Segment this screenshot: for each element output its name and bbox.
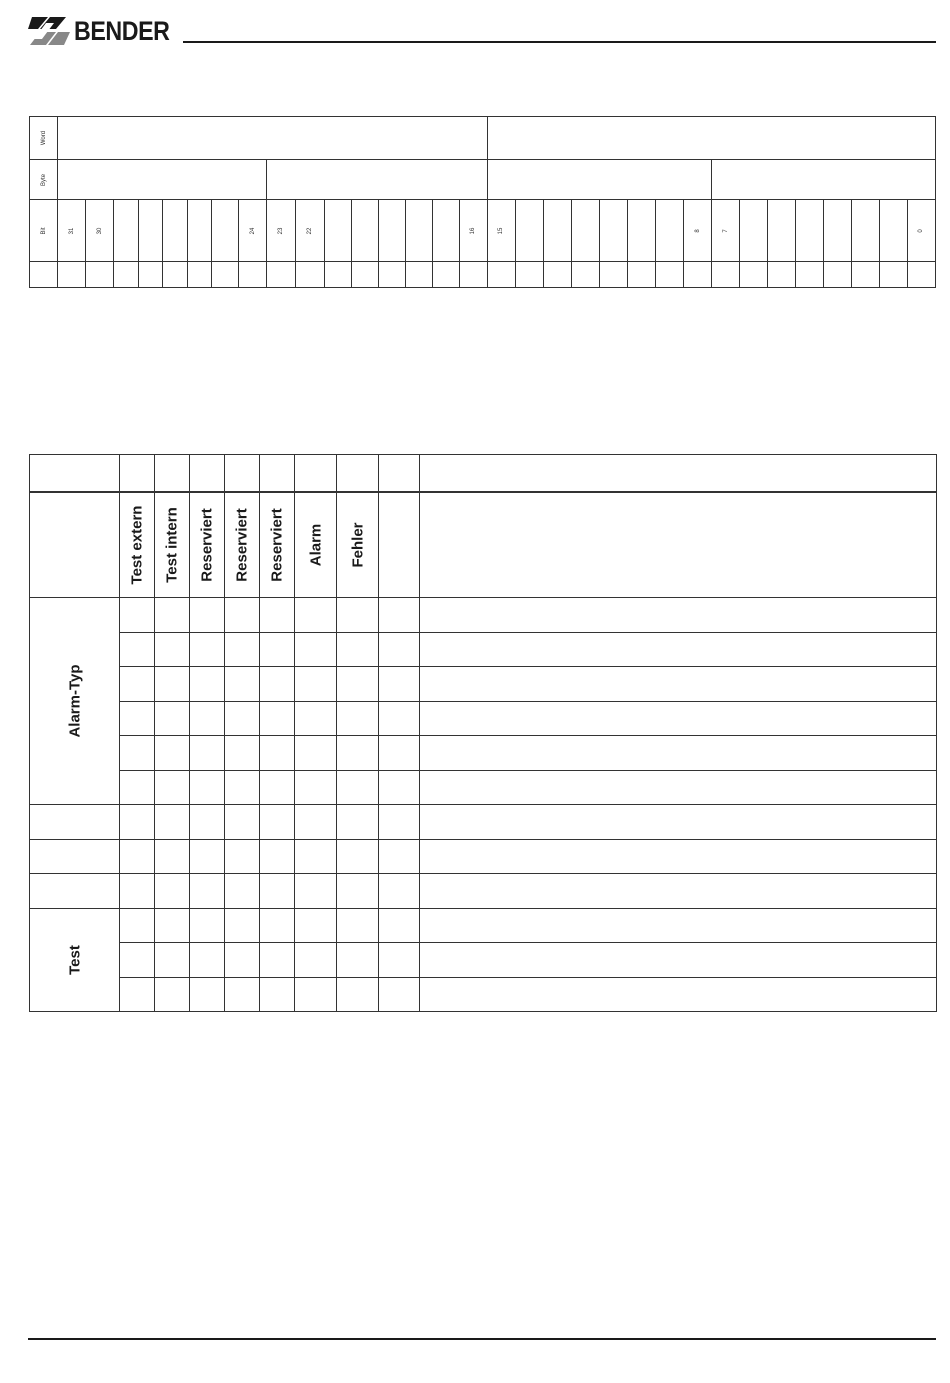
bit-cell — [155, 701, 190, 736]
bit-cell — [324, 200, 351, 262]
bit-cell — [260, 701, 295, 736]
bit-value-cell — [880, 262, 907, 288]
bit-value-cell — [852, 262, 880, 288]
column-header-cell — [379, 492, 420, 598]
byte-label: Byte — [40, 173, 47, 186]
description-cell — [420, 667, 937, 702]
table-cell — [420, 455, 937, 492]
bit-cell — [225, 701, 260, 736]
value-row — [30, 262, 936, 288]
bit-cell — [190, 874, 225, 909]
description-cell — [420, 598, 937, 633]
bit-cell — [120, 701, 155, 736]
bit-value-cell — [324, 262, 351, 288]
bit-value-cell — [86, 262, 114, 288]
column-header-cell — [155, 492, 190, 598]
bit-cell — [379, 874, 420, 909]
bit-cell — [295, 598, 337, 633]
table-row — [30, 736, 937, 771]
bit-cell — [295, 667, 337, 702]
bit-cell — [260, 839, 295, 874]
table-cell — [30, 455, 120, 492]
bit-cell — [120, 805, 155, 840]
bender-logo — [28, 14, 185, 48]
table-row — [30, 977, 937, 1012]
bit-cell — [225, 977, 260, 1012]
column-header: Alarm — [307, 523, 324, 567]
bit-number: 16 — [470, 227, 477, 234]
bit-cell — [225, 667, 260, 702]
table-row — [30, 943, 937, 978]
bit-number: 15 — [498, 227, 505, 234]
bit-cell — [379, 805, 420, 840]
bit-cell — [225, 874, 260, 909]
bit-cell — [295, 908, 337, 943]
bit-cell — [155, 943, 190, 978]
bit-cell — [295, 805, 337, 840]
bit-cell — [543, 200, 571, 262]
column-header-cell — [225, 492, 260, 598]
bit-cell — [337, 805, 379, 840]
bit-cell — [120, 667, 155, 702]
bit-cell — [190, 839, 225, 874]
bit-value-cell — [515, 262, 543, 288]
bit-cell — [225, 943, 260, 978]
description-cell — [420, 839, 937, 874]
bit-cell — [337, 977, 379, 1012]
bit-cell — [139, 200, 163, 262]
byte-cell — [267, 160, 487, 200]
bit-cell — [163, 200, 188, 262]
description-cell — [420, 770, 937, 805]
bit-cell — [225, 736, 260, 771]
bit-label: Bit — [40, 226, 47, 235]
bit-value-cell — [296, 262, 324, 288]
bit-cell — [114, 200, 139, 262]
bit-cell — [296, 200, 324, 262]
column-header: Reserviert — [198, 508, 216, 582]
bit-cell — [260, 977, 295, 1012]
table-cell — [379, 455, 420, 492]
word-label-cell — [30, 117, 58, 160]
bit-value-cell — [600, 262, 628, 288]
bit-value-cell — [907, 262, 935, 288]
bit-cell — [337, 632, 379, 667]
description-cell — [420, 908, 937, 943]
bit-cell — [295, 839, 337, 874]
group-label: Alarm-Typ — [66, 664, 83, 738]
bit-cell — [190, 770, 225, 805]
bit-value-cell — [796, 262, 824, 288]
bit-cell — [824, 200, 852, 262]
bit-value-cell — [459, 262, 487, 288]
group-label-cell — [30, 839, 120, 874]
bit-cell — [337, 736, 379, 771]
bit-cell — [459, 200, 487, 262]
bit-cell — [295, 770, 337, 805]
bit-cell — [600, 200, 628, 262]
bit-cell — [120, 632, 155, 667]
bit-cell — [515, 200, 543, 262]
bit-value-cell — [212, 262, 239, 288]
bit-cell — [260, 736, 295, 771]
bit-cell — [295, 632, 337, 667]
bit-value-cell — [684, 262, 712, 288]
bit-cell — [432, 200, 459, 262]
bit-cell — [295, 943, 337, 978]
bit-label-cell — [30, 200, 58, 262]
column-header-cell — [190, 492, 225, 598]
bit-cell — [337, 839, 379, 874]
bit-cell — [295, 736, 337, 771]
word-row — [30, 117, 936, 160]
brand-name: BENDER — [74, 15, 170, 46]
bit-value-cell — [543, 262, 571, 288]
bit-cell — [155, 805, 190, 840]
bit-value-cell — [351, 262, 378, 288]
table-row — [30, 805, 937, 840]
bit-cell — [239, 200, 267, 262]
column-header: Fehler — [349, 522, 366, 568]
bit-cell — [120, 736, 155, 771]
bit-cell — [155, 736, 190, 771]
description-cell — [420, 977, 937, 1012]
bit-cell — [295, 977, 337, 1012]
bit-cell — [260, 598, 295, 633]
bit-number: 0 — [918, 228, 925, 233]
bit-cell — [190, 701, 225, 736]
table-cell — [120, 455, 155, 492]
column-header-cell — [260, 492, 295, 598]
bit-number: 8 — [694, 228, 701, 233]
byte-label-cell — [30, 160, 58, 200]
bit-cell — [190, 667, 225, 702]
bit-cell — [379, 598, 420, 633]
bit-cell — [337, 770, 379, 805]
description-header-cell — [420, 492, 937, 598]
bit-number: 31 — [68, 227, 75, 234]
description-cell — [420, 701, 937, 736]
group-label: Test — [66, 944, 83, 975]
bit-cell — [190, 598, 225, 633]
bit-value-cell — [188, 262, 212, 288]
table-cell — [337, 455, 379, 492]
bit-cell — [260, 805, 295, 840]
bit-cell — [852, 200, 880, 262]
bit-value-cell — [656, 262, 684, 288]
bit-cell — [740, 200, 768, 262]
bit-cell — [379, 943, 420, 978]
bit-cell — [260, 632, 295, 667]
column-header-cell — [337, 492, 379, 598]
table-row — [30, 874, 937, 909]
bit-value-cell — [163, 262, 188, 288]
bit-cell — [188, 200, 212, 262]
byte-cell — [712, 160, 936, 200]
description-cell — [420, 632, 937, 667]
group-label-cell — [30, 874, 120, 909]
description-cell — [420, 874, 937, 909]
bit-cell — [225, 770, 260, 805]
bit-cell — [379, 908, 420, 943]
bit-cell — [337, 598, 379, 633]
value-label-cell — [30, 262, 58, 288]
bit-cell — [267, 200, 296, 262]
bit-cell — [337, 908, 379, 943]
bit-value-cell — [432, 262, 459, 288]
table-row — [30, 839, 937, 874]
alarm-table-top-row — [30, 455, 937, 492]
group-label-cell — [30, 805, 120, 840]
bit-cell — [120, 839, 155, 874]
column-header: Reserviert — [268, 508, 286, 582]
table-row — [30, 632, 937, 667]
bit-cell — [260, 667, 295, 702]
bit-value-cell — [628, 262, 656, 288]
bit-cell — [656, 200, 684, 262]
register-table — [29, 116, 936, 288]
bit-cell — [379, 736, 420, 771]
bit-cell — [58, 200, 86, 262]
bit-cell — [295, 874, 337, 909]
table-cell — [225, 455, 260, 492]
page-header — [0, 0, 950, 60]
bit-cell — [337, 874, 379, 909]
byte-cell — [58, 160, 267, 200]
table-row — [30, 908, 937, 943]
bit-value-cell — [139, 262, 163, 288]
group-label-cell — [30, 598, 120, 805]
bit-cell — [225, 805, 260, 840]
column-header: Reserviert — [233, 508, 251, 582]
bit-cell — [155, 770, 190, 805]
bit-value-cell — [58, 262, 86, 288]
table-cell — [260, 455, 295, 492]
description-cell — [420, 805, 937, 840]
bit-number: 23 — [278, 227, 285, 234]
bit-cell — [155, 839, 190, 874]
description-cell — [420, 736, 937, 771]
table-row — [30, 701, 937, 736]
bit-value-cell — [824, 262, 852, 288]
bit-value-cell — [378, 262, 405, 288]
bit-value-cell — [740, 262, 768, 288]
bit-cell — [120, 943, 155, 978]
bit-cell — [405, 200, 432, 262]
byte-cell — [487, 160, 711, 200]
bit-cell — [155, 908, 190, 943]
bit-cell — [379, 632, 420, 667]
bit-value-cell — [712, 262, 740, 288]
bit-cell — [120, 874, 155, 909]
table-cell — [295, 455, 337, 492]
bit-cell — [190, 736, 225, 771]
bit-value-cell — [768, 262, 796, 288]
bit-cell — [684, 200, 712, 262]
bit-cell — [212, 200, 239, 262]
bit-value-cell — [239, 262, 267, 288]
bit-cell — [295, 701, 337, 736]
table-row — [30, 598, 937, 633]
bit-value-cell — [405, 262, 432, 288]
bit-cell — [379, 667, 420, 702]
bit-cell — [225, 632, 260, 667]
bit-cell — [796, 200, 824, 262]
bit-cell — [378, 200, 405, 262]
bit-number: 22 — [307, 227, 313, 234]
description-cell — [420, 943, 937, 978]
table-cell — [190, 455, 225, 492]
bit-cell — [260, 943, 295, 978]
word-cell-high — [58, 117, 488, 160]
bit-cell — [190, 805, 225, 840]
bit-cell — [190, 632, 225, 667]
bit-cell — [225, 908, 260, 943]
bit-cell — [628, 200, 656, 262]
bit-cell — [768, 200, 796, 262]
bit-cell — [190, 943, 225, 978]
bit-value-cell — [267, 262, 296, 288]
bit-cell — [337, 943, 379, 978]
bit-number: 24 — [249, 227, 256, 234]
bit-number: 7 — [722, 228, 729, 233]
alarm-table — [29, 454, 937, 1012]
bit-cell — [260, 770, 295, 805]
bender-logo-icon — [28, 15, 70, 47]
alarm-table-header-row — [30, 492, 937, 598]
bit-cell — [190, 977, 225, 1012]
header-rule — [183, 41, 936, 43]
bit-cell — [155, 598, 190, 633]
bit-cell — [337, 667, 379, 702]
bit-cell — [120, 598, 155, 633]
bit-cell — [225, 839, 260, 874]
bit-cell — [337, 701, 379, 736]
bit-value-cell — [114, 262, 139, 288]
bit-number: 30 — [96, 227, 103, 234]
column-header-cell — [295, 492, 337, 598]
bit-cell — [155, 874, 190, 909]
bit-cell — [225, 598, 260, 633]
table-row — [30, 770, 937, 805]
bit-cell — [190, 908, 225, 943]
bit-value-cell — [487, 262, 515, 288]
bit-cell — [379, 770, 420, 805]
column-header: Test extern — [128, 505, 146, 585]
bit-row — [30, 200, 936, 262]
table-cell — [155, 455, 190, 492]
bit-cell — [571, 200, 599, 262]
column-header: Test intern — [163, 506, 181, 583]
word-cell-low — [487, 117, 935, 160]
bit-cell — [907, 200, 935, 262]
bit-cell — [155, 632, 190, 667]
bit-cell — [120, 977, 155, 1012]
column-header-cell — [120, 492, 155, 598]
byte-row — [30, 160, 936, 200]
bit-cell — [379, 701, 420, 736]
bit-cell — [155, 977, 190, 1012]
bit-cell — [379, 977, 420, 1012]
bit-cell — [487, 200, 515, 262]
bit-cell — [351, 200, 378, 262]
table-cell — [30, 492, 120, 598]
bit-value-cell — [571, 262, 599, 288]
bit-cell — [155, 667, 190, 702]
bit-cell — [260, 874, 295, 909]
bit-cell — [880, 200, 907, 262]
bit-cell — [120, 908, 155, 943]
bit-cell — [120, 770, 155, 805]
table-row — [30, 667, 937, 702]
bit-cell — [260, 908, 295, 943]
bit-cell — [712, 200, 740, 262]
group-label-cell — [30, 908, 120, 1012]
bit-cell — [86, 200, 114, 262]
footer-rule — [28, 1338, 936, 1340]
bit-cell — [379, 839, 420, 874]
word-label: Word — [40, 130, 47, 146]
